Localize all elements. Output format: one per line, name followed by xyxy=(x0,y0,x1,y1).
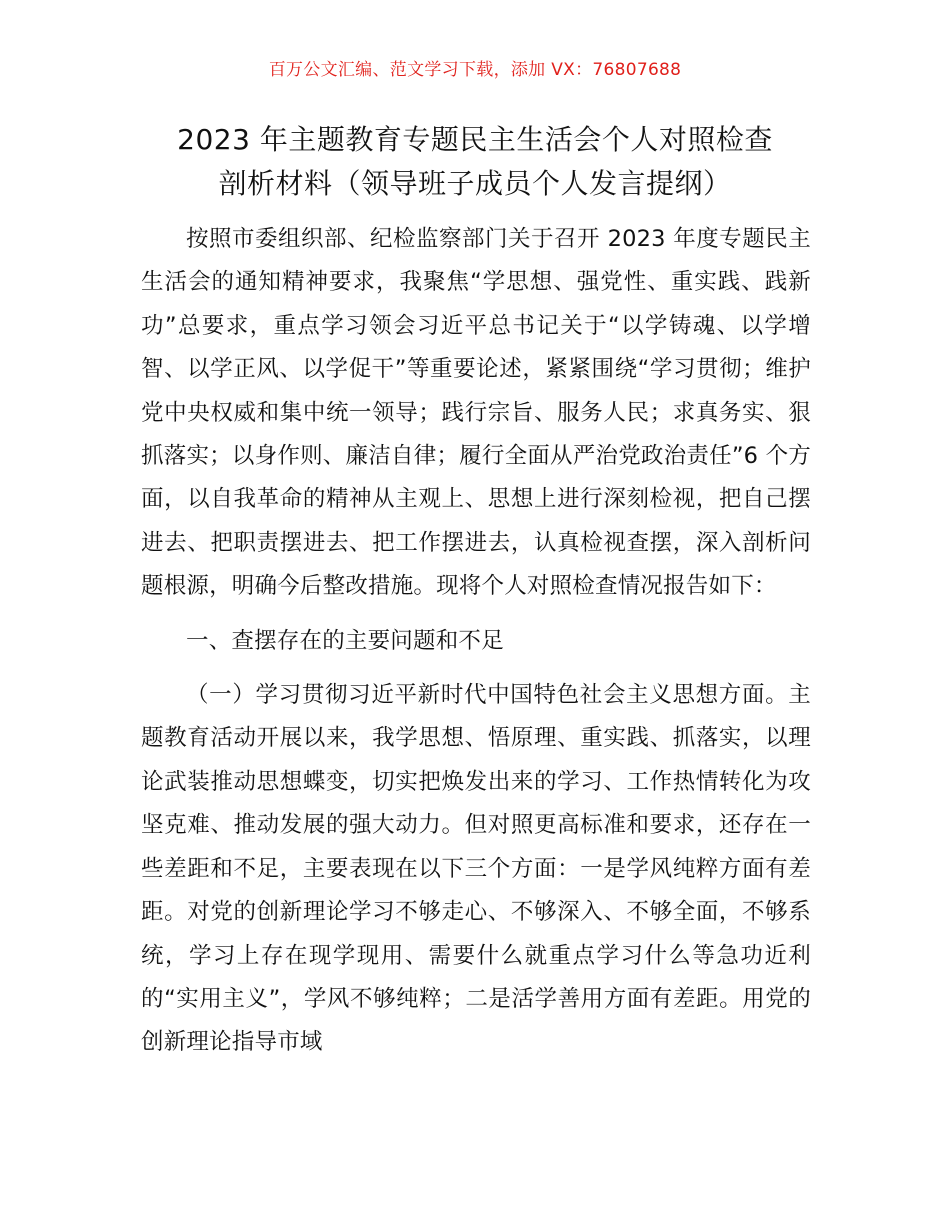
title-line-1: 2023 年主题教育专题民主生活会个人对照检查 xyxy=(177,123,773,156)
watermark-banner: 百万公文汇编、范文学习下载，添加 VX：76807688 xyxy=(268,60,682,80)
subsection-paragraph: （一）学习贯彻习近平新时代中国特色社会主义思想方面。主题教育活动开展以来，我学思想、悟原理、重实践、抓落实，以理论武装推动思想蝶变，切实把焕发出来的学习、工作热情转化为攻坚克难、推动发展的强大动力。但对照更高标准和要求，还存在一些差距和不足，主要表现在以下三个方面：一是学风纯粹方面有差距。对党的创新理论学习不够走心、不够深入、不够全面，不够系统，学习上存在现学现用、需要什么就重点学习什么等急功近利的“实用主义”，学风不够纯粹；二是活学善用方面有差距。用党的创新理论指导市域 xyxy=(141,682,811,1056)
title-line-2: 剖析材料（领导班子成员个人发言提纲） xyxy=(218,167,732,200)
document-body xyxy=(141,218,811,1065)
section-heading: 一、查摆存在的主要问题和不足 xyxy=(186,627,504,654)
intro-paragraph: 按照市委组织部、纪检监察部门关于召开 2023 年度专题民主生活会的通知精神要求，我聚焦“学思想、强党性、重实践、践新功”总要求，重点学习领会习近平总书记关于“以学铸魂、以学增智、以学正风、以学促干”等重要论述，紧紧围绕“学习贯彻；维护党中央权威和集中统一领导；践行宗旨、服务人民；求真务实、狠抓落实；以身作则、廉洁自律；履行全面从严治党政治责任”6 个方面，以自我革命的精神从主观上、思想上进行深刻检视，把自己摆进去、把职责摆进去、把工作摆进去，认真检视查摆，深入剖析问题根源，明确今后整改措施。现将个人对照检查情况报告如下： xyxy=(141,226,811,600)
document-title xyxy=(120,118,830,206)
